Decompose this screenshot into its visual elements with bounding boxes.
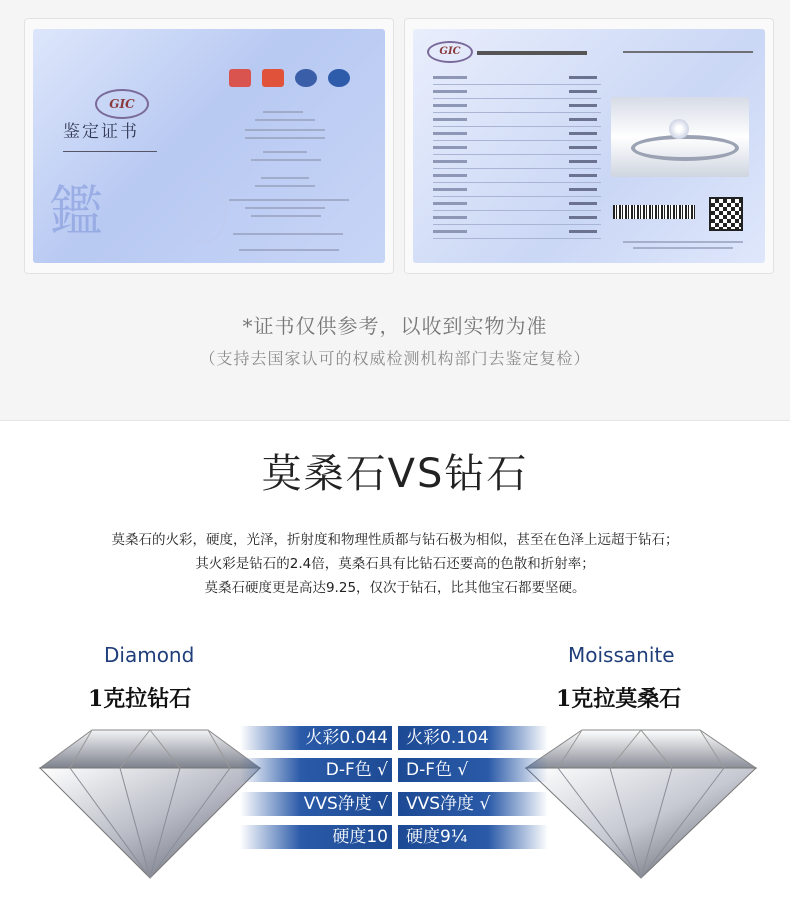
watermark-emblem — [183, 179, 227, 243]
comparison-title: 莫桑石VS钻石 — [261, 451, 529, 497]
section-divider — [0, 420, 790, 421]
description-line-3: 莫桑石硬度更是高达9.25，仅次于钻石，比其他宝石都要坚硬。 — [204, 580, 586, 596]
fine-print — [261, 177, 309, 179]
moissanite-spec-hardness: 硬度9¼ — [398, 825, 548, 849]
diamond-carat-label: 1克拉钻石 — [88, 686, 192, 712]
fine-print — [255, 119, 315, 121]
moissanite-image — [516, 722, 766, 880]
grading-table — [433, 71, 601, 239]
cal-stamp-icon — [262, 69, 284, 87]
fine-print — [239, 249, 339, 251]
moissanite-spec-color: D-F色 √ — [398, 758, 548, 782]
fine-print — [263, 111, 303, 113]
fine-print — [251, 159, 321, 161]
fine-print — [263, 151, 307, 153]
qr-code-icon — [709, 197, 743, 231]
fine-print — [229, 199, 349, 201]
cnas-stamp-icon — [328, 69, 350, 87]
ring-stone — [669, 119, 689, 139]
diamond-spec-fire: 火彩0.044 — [240, 726, 392, 750]
diamond-spec-hardness: 硬度10 — [240, 825, 392, 849]
recheck-caption: （支持去国家认可的权威检测机构部门去鉴定复检） — [199, 349, 591, 368]
ring-band — [631, 135, 739, 161]
diamond-label: Diamond — [104, 643, 195, 667]
description-line-1: 莫桑石的火彩，硬度，光泽，折射度和物理性质都与钻石极为相似，甚至在色泽上远超于钻石； — [111, 532, 679, 548]
certificate-back-frame — [404, 18, 774, 274]
fine-print — [233, 233, 343, 235]
barcode-icon — [613, 205, 695, 219]
fine-print — [245, 137, 325, 139]
fine-print — [245, 207, 325, 209]
gic-logo: GIC — [95, 89, 149, 119]
certificate-front — [33, 29, 385, 263]
accreditation-stamps — [229, 69, 356, 91]
diamond-spec-color: D-F色 √ — [240, 758, 392, 782]
fine-print — [633, 247, 733, 249]
diamond-spec-clarity: VVS净度 √ — [240, 792, 392, 816]
ilac-stamp-icon — [295, 69, 317, 87]
fine-print — [251, 215, 321, 217]
fine-print — [245, 129, 325, 131]
fine-print — [255, 185, 315, 187]
moissanite-carat-label: 1克拉莫桑石 — [556, 686, 682, 712]
reference-caption: *证书仅供参考，以收到实物为准 — [242, 314, 548, 338]
gic-logo-small: GIC — [427, 41, 473, 63]
cma-stamp-icon — [229, 69, 251, 87]
certificate-back — [413, 29, 765, 263]
moissanite-spec-clarity: VVS净度 √ — [398, 792, 548, 816]
fine-print — [623, 241, 743, 243]
certificate-front-frame — [24, 18, 394, 274]
certificate-subtitle-line — [63, 141, 157, 152]
description-line-2: 其火彩是钻石的2.4倍，莫桑石具有比钻石还要高的色散和折射率； — [195, 556, 595, 572]
back-title-line — [477, 51, 587, 55]
certificate-title: 鉴定证书 — [63, 122, 139, 142]
comparison-divider — [394, 725, 396, 849]
certificate-section — [0, 0, 790, 420]
seal-character: 鑑 — [49, 180, 103, 243]
certificate-number — [623, 51, 753, 53]
moissanite-spec-fire: 火彩0.104 — [398, 726, 548, 750]
diamond-image — [30, 722, 270, 880]
ring-photo — [611, 97, 749, 177]
moissanite-label: Moissanite — [568, 643, 675, 667]
